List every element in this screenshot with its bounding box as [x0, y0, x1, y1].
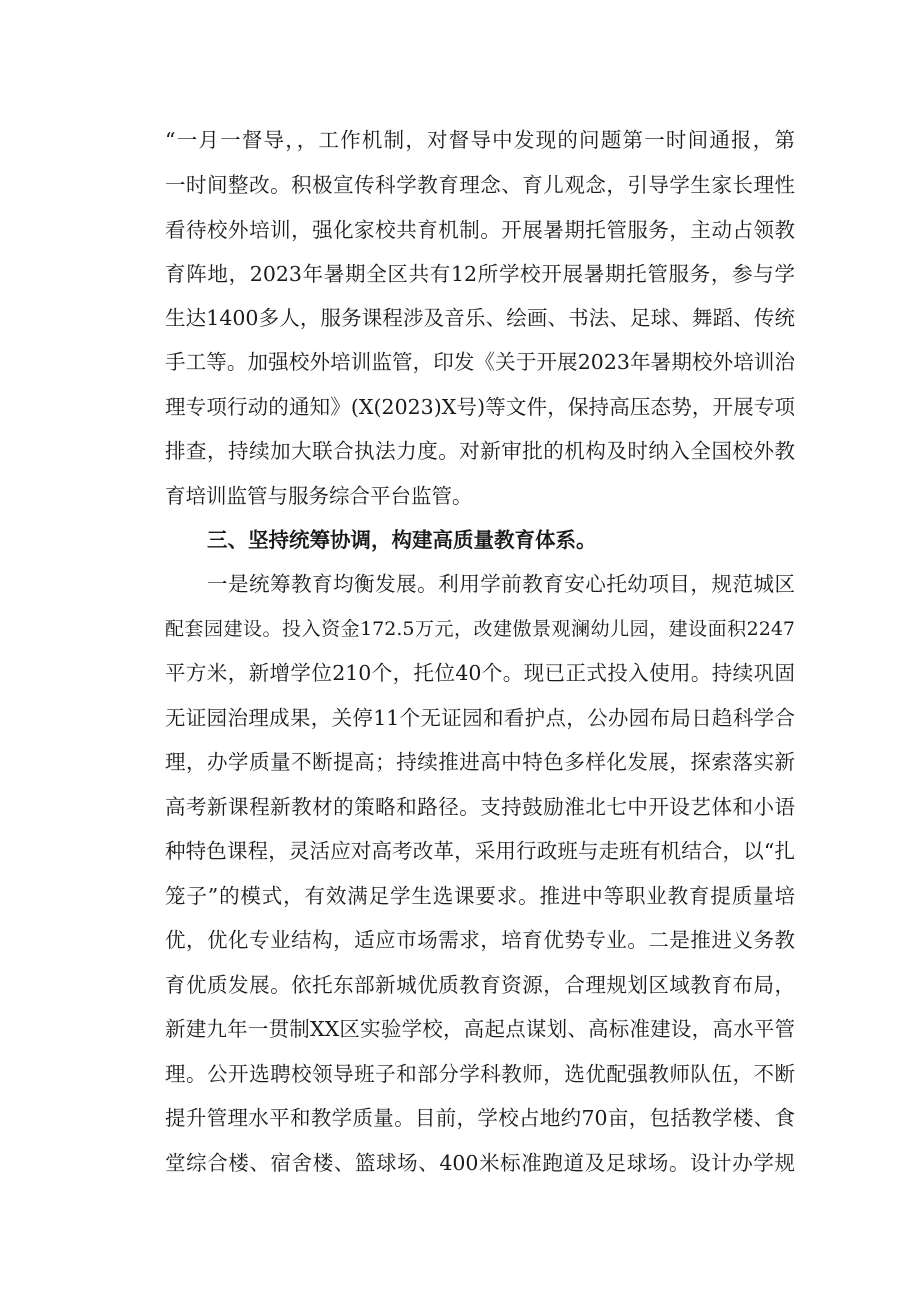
text-line: 理。公开选聘校领导班子和部分学科教师，选优配强教师队伍，不断	[165, 1062, 795, 1086]
text-line: 理，办学质量不断提高；持续推进高中特色多样化发展，探索落实新	[165, 750, 795, 774]
text-line: 堂综合楼、宿舍楼、篮球场、400米标准跑道及足球场。设计办学规	[165, 1151, 795, 1175]
text-line: 种特色课程，灵活应对高考改革，采用行政班与走班有机结合，以“扎	[165, 839, 795, 863]
text-line: 平方米，新增学位210个，托位40个。现已正式投入使用。持续巩固	[165, 661, 795, 685]
text-line: 提升管理水平和教学质量。目前，学校占地约70亩，包括教学楼、食	[165, 1106, 795, 1130]
text-line: 排查，持续加大联合执法力度。对新审批的机构及时纳入全国校外教	[165, 439, 795, 463]
text-line: 笼子”的模式，有效满足学生选课要求。推进中等职业教育提质量培	[165, 884, 795, 908]
text-line: 一是统筹教育均衡发展。利用学前教育安心托幼项目，规范城区	[207, 572, 795, 596]
text-line: 一时间整改。积极宣传科学教育理念、育儿观念，引导学生家长理性	[165, 173, 795, 197]
text-line: 生达1400多人，服务课程涉及音乐、绘画、书法、足球、舞蹈、传统	[165, 306, 795, 330]
text-line: 高考新课程新教材的策略和路径。支持鼓励淮北七中开设艺体和小语	[165, 795, 795, 819]
text-line: 配套园建设。投入资金172.5万元，改建傲景观澜幼儿园，建设面积2247	[165, 618, 795, 640]
text-line: 育培训监管与服务综合平台监管。	[165, 484, 473, 508]
text-line: 育优质发展。依托东部新城优质教育资源，合理规划区域教育布局，	[165, 973, 795, 997]
text-line: “一月一督导，，工作机制，对督导中发现的问题第一时间通报，第	[165, 128, 795, 152]
text-line: 理专项行动的通知》(X(2023)X号)等文件，保持高压态势，开展专项	[165, 395, 795, 419]
text-line: 看待校外培训，强化家校共育机制。开展暑期托管服务，主动占领教	[165, 218, 795, 242]
section-heading: 三、坚持统筹协调，构建高质量教育体系。	[207, 528, 597, 552]
text-line: 无证园治理成果，关停11个无证园和看护点，公办园布局日趋科学合	[165, 706, 795, 730]
text-line: 育阵地，2023年暑期全区共有12所学校开展暑期托管服务，参与学	[165, 262, 795, 286]
text-line: 手工等。加强校外培训监管，印发《关于开展2023年暑期校外培训治	[165, 350, 795, 374]
text-line: 新建九年一贯制XX区实验学校，高起点谋划、高标准建设，高水平管	[165, 1017, 795, 1041]
text-line: 优，优化专业结构，适应市场需求，培育优势专业。二是推进义务教	[165, 928, 795, 952]
